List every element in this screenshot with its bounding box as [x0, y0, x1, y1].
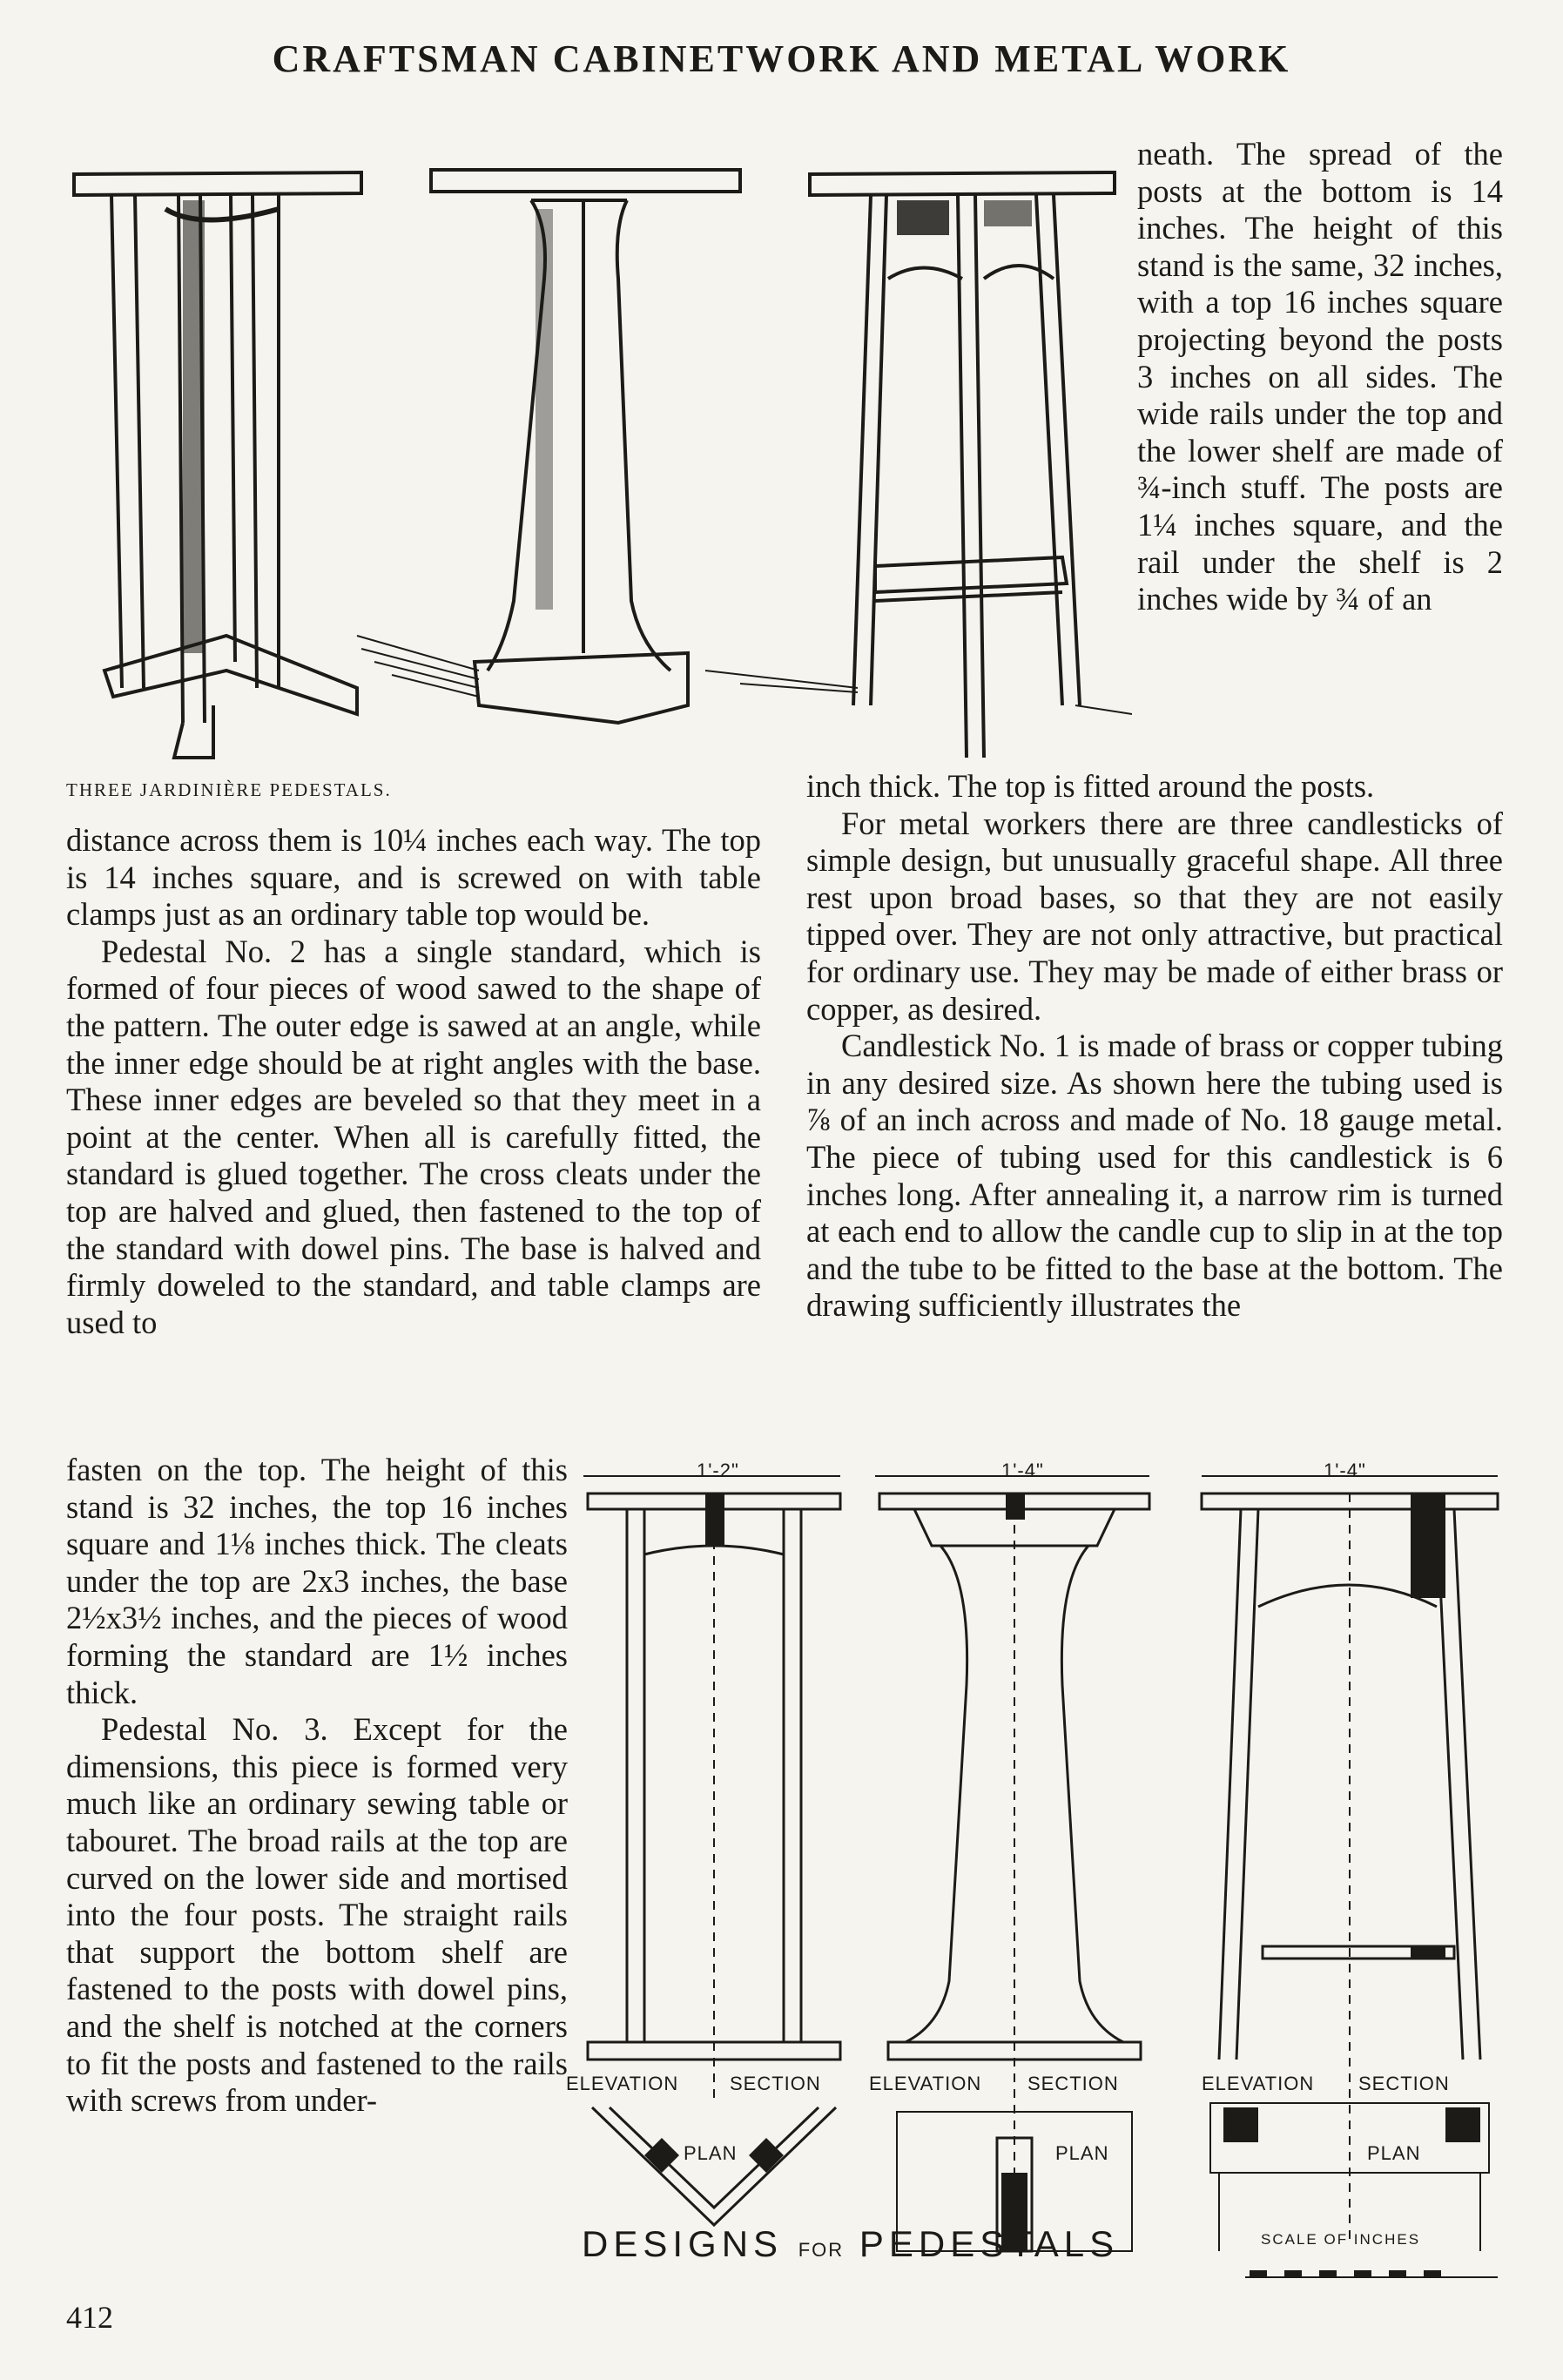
left-column-narrow [66, 1452, 568, 2120]
paragraph: inch thick. The top is fitted around the posts. [806, 768, 1375, 804]
page-title: CRAFTSMAN CABINETWORK AND METAL WORK [272, 37, 1291, 80]
section-label: SECTION [1358, 2073, 1450, 2094]
illustration-caption: THREE JARDINIÈRE PEDESTALS. [66, 779, 392, 800]
dimension-label: 1'-4" [1001, 1460, 1044, 1481]
drawings-title-word: FOR [798, 2239, 845, 2261]
scale-label: SCALE OF INCHES [1261, 2231, 1421, 2248]
elevation-label: ELEVATION [566, 2073, 679, 2094]
paragraph: distance across them is 10¼ inches each way. The top is 14 inches square, and is screwed on with table clamps just as an ordinary table top would be. [66, 822, 761, 933]
section-label: SECTION [1027, 2073, 1119, 2094]
paragraph: Pedestal No. 3. Except for the dimensions, this piece is formed very much like an ordinary sewing table or tabouret. The broad rails at the top are curved on the lower side and mortised into the four posts. The straight rails that support the bottom shelf are fastened to the posts with dowel pins, and the shelf is notched at the corners to fit the posts and fastened to the rails with screws from under- [66, 1711, 568, 2119]
drawings-title-word: PEDESTALS [859, 2223, 1120, 2264]
section-label: SECTION [730, 2073, 821, 2094]
paragraph: For metal workers there are three candlesticks of simple design, but unusually graceful shape. All three rest upon broad bases, so that they are not easily tipped over. They are not only attractive, but practical for ordinary use. They may be made of either brass or copper, as desired. [806, 805, 1503, 1027]
right-column-top [1137, 136, 1503, 618]
right-column [806, 768, 1503, 1325]
plan-label: PLAN [1367, 2142, 1421, 2164]
pedestals-sketch-illustration [61, 148, 1132, 766]
plan-label: PLAN [1055, 2142, 1109, 2164]
page-number: 412 [66, 2300, 113, 2335]
elevation-label: ELEVATION [1202, 2073, 1315, 2094]
paragraph: Candlestick No. 1 is made of brass or copper tubing in any desired size. As shown here the tubing used is ⅞ of an inch across and made of No. 18 gauge metal. The piece of tubing used for this candlestick is 6 inches long. After annealing it, a narrow rim is turned at each end to allow the candle cup to slip in at the top and the tube to be fitted to the base at the bottom. The drawing sufficiently illustrates the [806, 1028, 1503, 1324]
elevation-label: ELEVATION [869, 2073, 982, 2094]
drawings-title-word: DESIGNS [582, 2223, 784, 2264]
paragraph: neath. The spread of the posts at the bottom is 14 inches. The height of this stand is the same, 32 inches, with a top 16 inches square projecting beyond the posts 3 inches on all sides. The wide rails under the top and the lower shelf are made of ¾-inch stuff. The posts are 1¼ inches square, and the rail under the shelf is 2 inches wide by ¾ of an [1137, 136, 1503, 617]
plan-label: PLAN [684, 2142, 738, 2164]
drawings-title [582, 2223, 1119, 2265]
dimension-label: 1'-2" [697, 1460, 739, 1481]
paragraph: Pedestal No. 2 has a single standard, which is formed of four pieces of wood sawed to the shape of the pattern. The outer edge is sawed at an angle, while the inner edge should be at right angles with the base. These inner edges are beveled so that they meet in a point at the center. When all is carefully fitted, the standard is glued together. The cross cleats under the top are halved and glued, then fastened to the top of the standard with dowel pins. The base is halved and firmly doweled to the standard, and table clamps are used to [66, 933, 761, 1340]
dimension-label: 1'-4" [1324, 1460, 1366, 1481]
left-column [66, 822, 761, 1341]
paragraph: fasten on the top. The height of this stand is 32 inches, the top 16 inches square and 1⅛ inches thick. The cleats under the top are 2x3 inches, the base 2½x3½ inches, and the pieces of wood forming the standard are 1½ inches thick. [66, 1452, 568, 1710]
